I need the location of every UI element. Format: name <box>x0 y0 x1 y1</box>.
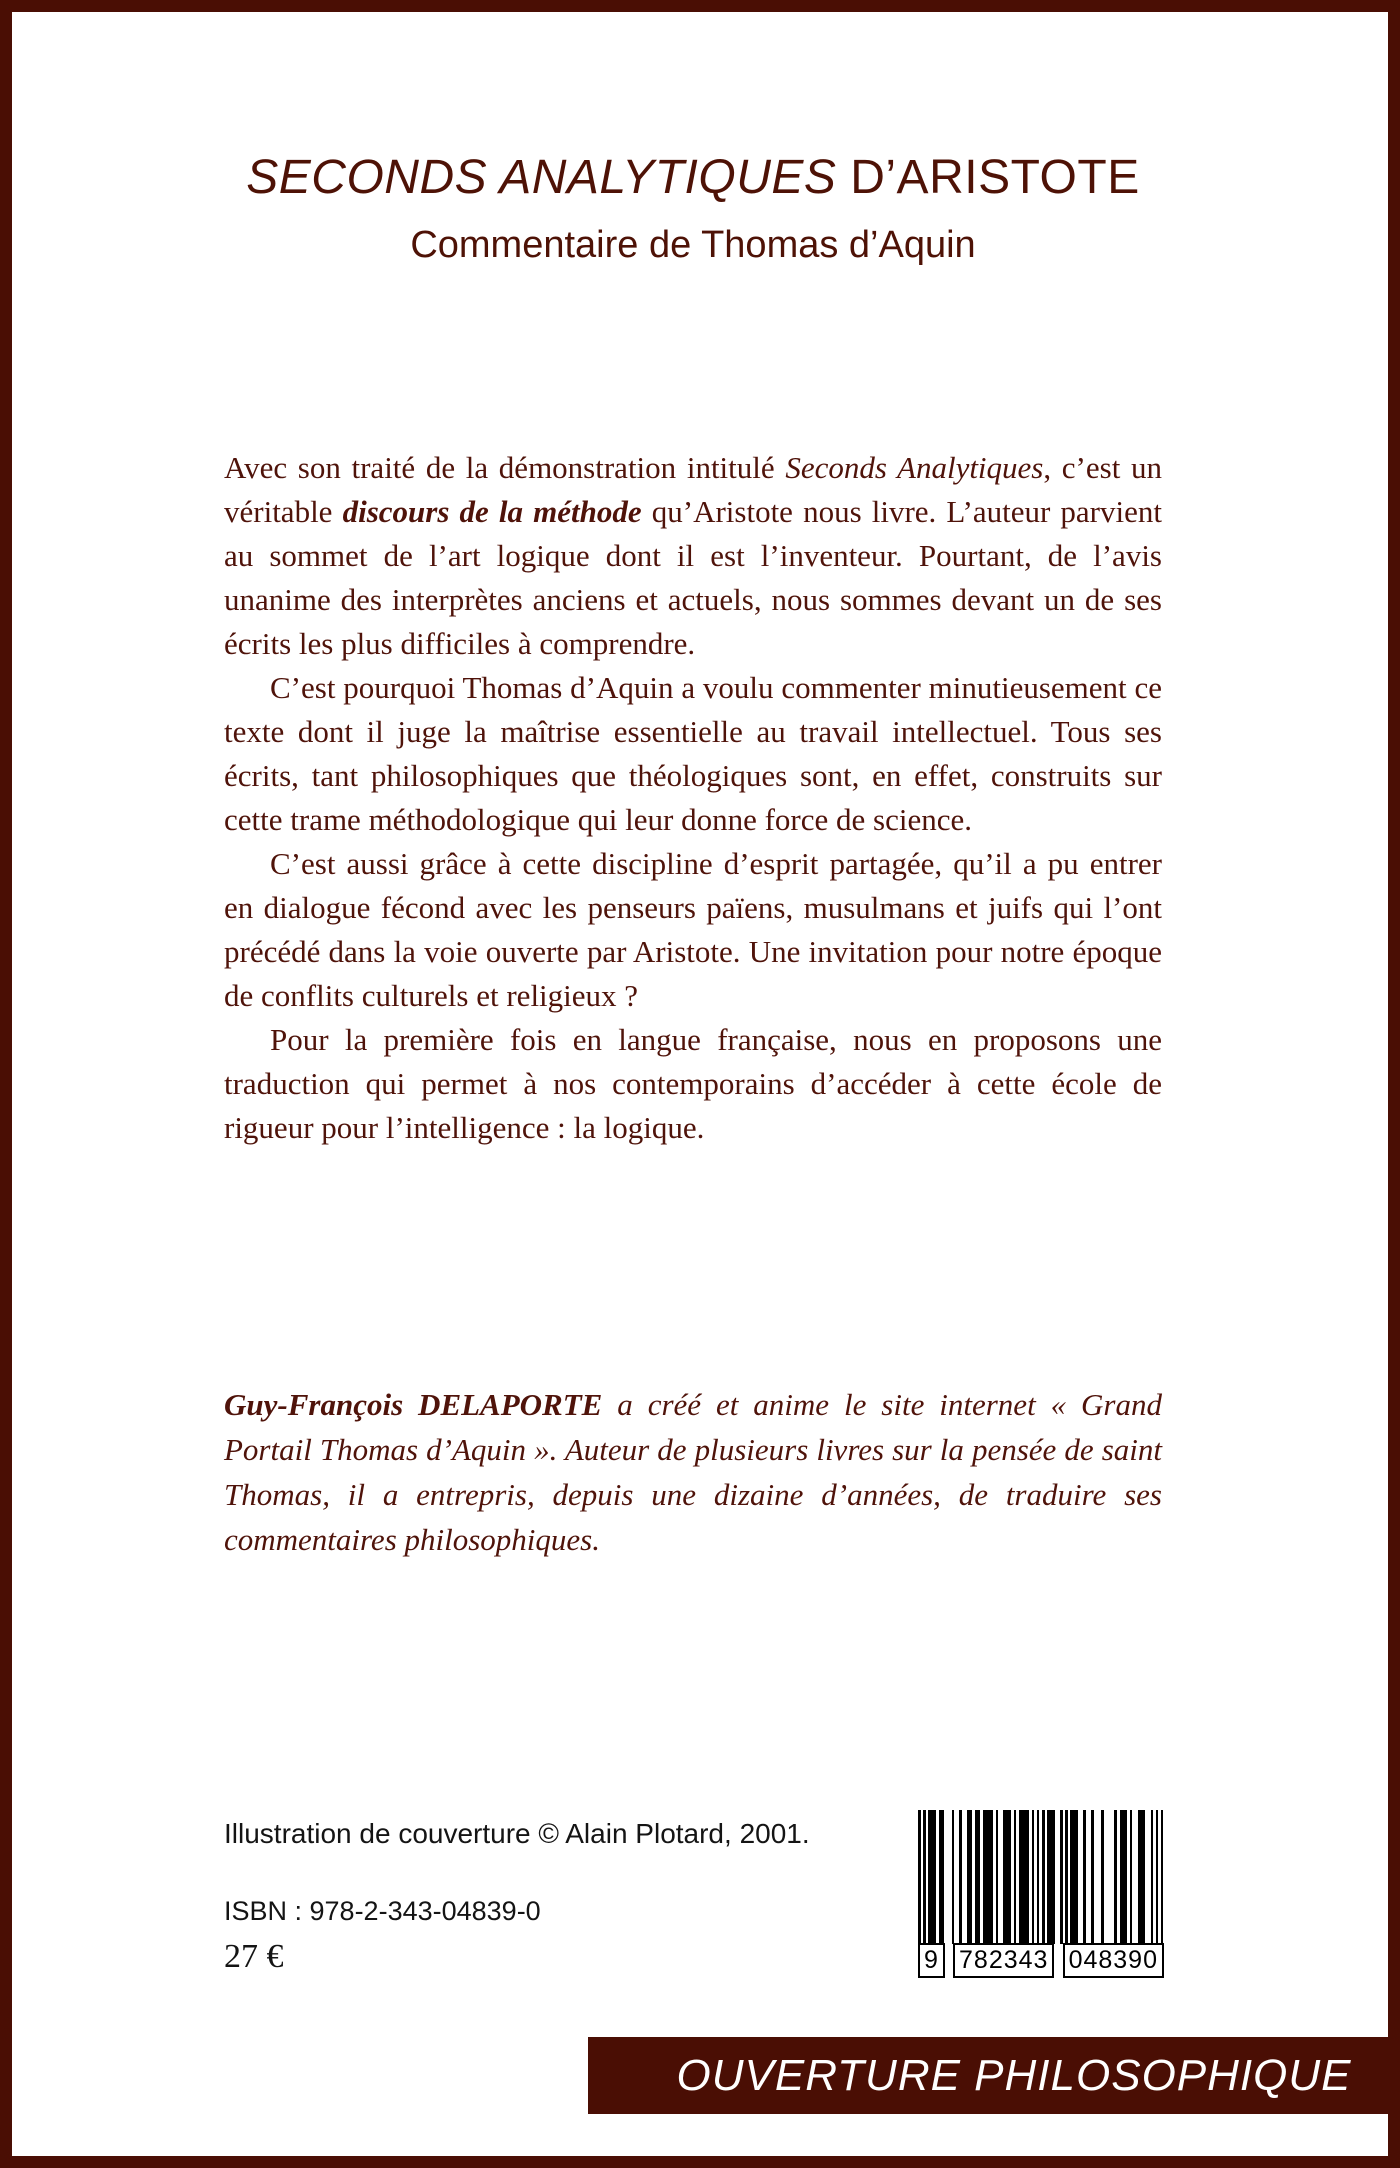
title-block <box>224 152 1162 267</box>
text-segment: discours de la méthode <box>342 494 642 529</box>
text-segment: Avec son traité de la démonstration intitulé <box>224 450 786 485</box>
frame-border-bottom <box>0 2156 1400 2168</box>
text-segment: , c’est un véritable <box>224 450 1162 529</box>
blurb-paragraph-2 <box>224 666 1162 842</box>
barcode-bar <box>1070 1810 1078 1944</box>
illustration-credit: Illustration de couverture © Alain Plotard, 2001. <box>224 1818 810 1849</box>
barcode-bar <box>1161 1810 1164 1944</box>
text-segment: C’est pourquoi Thomas d’Aquin a voulu commenter minutieusement ce texte dont il juge la maîtrise essentielle au travail intellectuel. Tous ses écrits, tant philosophiques que théologiques sont, en effet, construits sur cette trame méthodologique qui leur donne force de science. <box>224 670 1162 837</box>
collection-name: OUVERTURE PHILOSOPHIQUE <box>676 2050 1352 2100</box>
text-segment: a créé et anime le site internet « Grand Portail Thomas d’Aquin ». Auteur de plusieurs livres sur la pensée de saint Thomas, il a entrepris, depuis une dizaine d’années, de traduire ses commentaires philosophiques. <box>224 1387 1162 1557</box>
barcode-bar <box>1047 1810 1055 1944</box>
text-segment: C’est aussi grâce à cette discipline d’esprit partagée, qu’il a pu entrer en dialogue fécond avec les penseurs païens, musulmans et juifs qui l’ont précédé dans la voie ouverte par Aristote. Une invitation pour notre époque de conflits culturels et religieux ? <box>224 846 1162 1013</box>
text-segment: Seconds Analytiques <box>785 450 1044 485</box>
blurb-paragraph-4 <box>224 1018 1162 1150</box>
author-bio <box>224 1382 1162 1562</box>
isbn-text: ISBN : 978-2-343-04839-0 <box>224 1896 541 1926</box>
barcode-bar <box>944 1810 952 1944</box>
price-text: 27 € <box>224 1938 284 1975</box>
barcode-bar <box>983 1810 993 1944</box>
barcode-bar <box>1138 1810 1146 1944</box>
text-segment: Guy-François DELAPORTE <box>224 1387 603 1422</box>
text-segment: qu’Aristote nous livre. L’auteur parvient au sommet de l’art logique dont il est l’inventeur. Pourtant, de l’avis unanime des interprètes anciens et actuels, nous sommes devant un de ses écrits les plus difficiles à comprendre. <box>224 494 1162 661</box>
barcode-digit-group-2: 782343 <box>953 1943 1054 1978</box>
barcode-digits <box>918 1940 1164 1980</box>
barcode-bar <box>928 1810 936 1944</box>
frame-border-top <box>0 0 1400 12</box>
barcode-digit-group-1: 9 <box>918 1943 945 1978</box>
barcode-digit-group-3: 048390 <box>1063 1943 1164 1978</box>
frame-border-left <box>0 0 12 2168</box>
text-segment: Pour la première fois en langue française, nous en proposons une traduction qui permet à nos contemporains d’accéder à cette école de rigueur pour l’intelligence : la logique. <box>224 1022 1162 1145</box>
book-title-regular-part: D’ARISTOTE <box>836 151 1140 204</box>
barcode-bar <box>1094 1810 1102 1944</box>
frame-border-right <box>1388 0 1400 2168</box>
book-subtitle: Commentaire de Thomas d’Aquin <box>410 223 976 266</box>
collection-band <box>588 2037 1400 2114</box>
blurb-paragraph-3 <box>224 842 1162 1018</box>
barcode-bar <box>1003 1810 1011 1944</box>
blurb-paragraph-1 <box>224 446 1162 666</box>
barcode <box>918 1810 1164 1986</box>
book-title <box>224 152 1162 205</box>
back-cover-blurb <box>224 446 1162 1150</box>
barcode-bar <box>1019 1810 1029 1944</box>
barcode-bars <box>918 1810 1164 1944</box>
book-title-italic-part: SECONDS ANALYTIQUES <box>246 151 837 204</box>
barcode-bar <box>1120 1810 1128 1944</box>
barcode-bar <box>1104 1810 1114 1944</box>
